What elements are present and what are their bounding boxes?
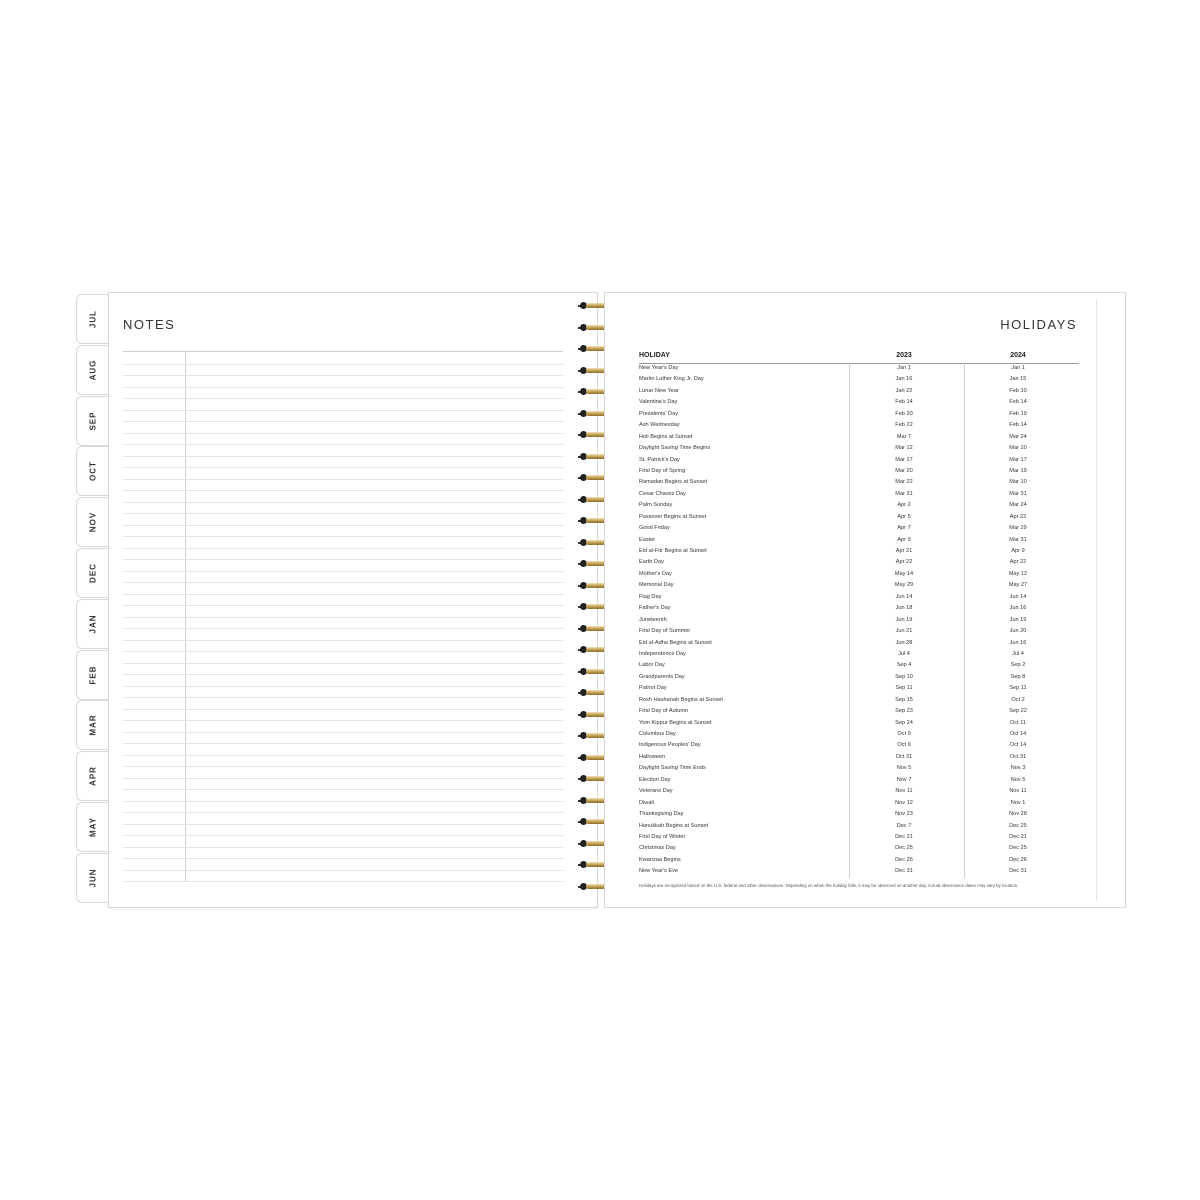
tab-aug[interactable] xyxy=(76,345,108,395)
holiday-name: Eid al-Adha Begins at Sunset xyxy=(639,639,712,646)
note-line[interactable] xyxy=(123,720,563,721)
note-line[interactable] xyxy=(123,444,563,445)
holiday-row xyxy=(639,604,1079,615)
holiday-row xyxy=(639,730,1079,741)
holiday-date-2024: Oct 31 xyxy=(1009,753,1027,760)
holiday-date-2023: Dec 26 xyxy=(895,856,913,863)
holiday-row xyxy=(639,421,1079,432)
holiday-row xyxy=(639,616,1079,627)
holiday-date-2024: Mar 24 xyxy=(1009,433,1027,440)
note-line[interactable] xyxy=(123,847,563,848)
holiday-name: Yom Kippur Begins at Sunset xyxy=(639,719,712,726)
holiday-name: Patriot Day xyxy=(639,685,667,692)
tab-may[interactable] xyxy=(76,802,108,852)
note-line[interactable] xyxy=(123,881,563,882)
note-line[interactable] xyxy=(123,766,563,767)
holiday-date-2024: Dec 31 xyxy=(1009,868,1027,875)
holiday-row xyxy=(639,844,1079,855)
holiday-name: Ramadan Begins at Sunset xyxy=(639,479,708,486)
holiday-row xyxy=(639,478,1079,489)
holiday-name: Veterans Day xyxy=(639,788,673,795)
holiday-date-2023: Oct 9 xyxy=(897,731,911,737)
tab-label: FEB xyxy=(88,665,97,685)
holiday-name: Indigenous Peoples' Day xyxy=(639,742,701,749)
holiday-date-2023: Sep 23 xyxy=(895,708,913,715)
holiday-date-2023: Oct 9 xyxy=(897,742,911,749)
holiday-row xyxy=(639,661,1079,672)
note-line[interactable] xyxy=(123,433,563,434)
tab-apr[interactable] xyxy=(76,751,108,801)
holiday-name: Thanksgiving Day xyxy=(639,811,684,818)
holiday-date-2024: Sep 22 xyxy=(1009,708,1027,715)
note-line[interactable] xyxy=(123,594,563,595)
holiday-date-2024: Jun 16 xyxy=(1009,605,1027,612)
holiday-date-2024: Mar 10 xyxy=(1009,479,1027,486)
holiday-date-2023: Feb 14 xyxy=(895,399,913,406)
holiday-date-2023: Dec 21 xyxy=(895,833,913,840)
holiday-date-2024: Jun 14 xyxy=(1009,593,1027,600)
note-line[interactable] xyxy=(123,755,563,756)
holiday-date-2024: Jan 15 xyxy=(1009,376,1027,383)
holiday-date-2023: Feb 22 xyxy=(895,422,913,429)
holiday-name: Valentine's Day xyxy=(639,399,678,406)
holiday-name: Earth Day xyxy=(639,559,664,566)
holiday-row xyxy=(639,490,1079,501)
tab-label: SEP xyxy=(88,411,97,431)
holiday-date-2023: Sep 4 xyxy=(896,662,912,669)
holiday-date-2023: Jun 14 xyxy=(895,593,913,600)
note-line[interactable] xyxy=(123,812,563,813)
holiday-name: Father's Day xyxy=(639,605,671,612)
holiday-row xyxy=(639,639,1079,650)
holiday-date-2023: Nov 23 xyxy=(895,811,913,818)
note-line[interactable] xyxy=(123,663,563,664)
note-line[interactable] xyxy=(123,835,563,836)
holiday-date-2024: Mar 24 xyxy=(1009,502,1027,509)
note-line[interactable] xyxy=(123,398,563,399)
tab-label: AUG xyxy=(88,359,97,381)
holiday-name: Holi Begins at Sunset xyxy=(639,433,693,440)
holiday-row xyxy=(639,753,1079,764)
header-year1: 2023 xyxy=(896,352,912,359)
holiday-date-2024: Feb 14 xyxy=(1009,422,1027,429)
holiday-date-2023: Jun 28 xyxy=(895,639,913,646)
holidays-footnote: Holidays are recognized based on the U.S. federal and other observances. Depending on when the holiday falls, it may be observed on another day. Actual observance dates may vary by location. xyxy=(639,883,1019,888)
tab-label: NOV xyxy=(88,512,97,533)
note-line[interactable] xyxy=(123,467,563,468)
holiday-name: Labor Day xyxy=(639,662,665,669)
holiday-name: Eid al-Fitr Begins at Sunset xyxy=(639,548,707,554)
holiday-date-2024: Nov 5 xyxy=(1010,776,1026,783)
holiday-name: Christmas Day xyxy=(639,845,676,852)
holiday-name: Halloween xyxy=(639,753,666,760)
tab-dec[interactable] xyxy=(76,548,108,598)
holiday-row xyxy=(639,787,1079,798)
note-line[interactable] xyxy=(123,571,563,572)
holiday-date-2023: Mar 20 xyxy=(895,467,913,474)
holiday-date-2023: Jul 4 xyxy=(898,650,910,657)
note-line[interactable] xyxy=(123,525,563,526)
holiday-date-2024: Sep 2 xyxy=(1010,662,1026,669)
note-line[interactable] xyxy=(123,605,563,606)
holiday-date-2023: Jun 18 xyxy=(895,605,913,612)
holiday-date-2023: Mar 31 xyxy=(895,490,913,497)
notes-page xyxy=(108,292,598,908)
holiday-date-2023: Jan 16 xyxy=(895,376,913,383)
holiday-date-2023: May 14 xyxy=(894,570,914,577)
tab-label: JUN xyxy=(88,868,97,888)
holiday-name: Flag Day xyxy=(639,593,662,600)
holiday-date-2023: Nov 12 xyxy=(895,799,913,806)
holiday-name: Passover Begins at Sunset xyxy=(639,513,707,520)
holiday-date-2023: Jan 1 xyxy=(897,365,911,371)
holiday-date-2024: Jul 4 xyxy=(1012,650,1024,657)
holiday-date-2023: Dec 31 xyxy=(895,868,913,875)
tab-label: MAY xyxy=(88,816,97,838)
holiday-row xyxy=(639,593,1079,604)
holiday-name: First Day of Autumn xyxy=(639,708,689,715)
holiday-name: Lunar New Year xyxy=(639,387,679,394)
holiday-row xyxy=(639,501,1079,512)
note-line[interactable] xyxy=(123,674,563,675)
holiday-date-2023: Mar 17 xyxy=(895,456,913,463)
holiday-date-2023: Nov 7 xyxy=(896,776,912,783)
holiday-name: New Year's Eve xyxy=(639,868,679,875)
holiday-date-2024: Oct 2 xyxy=(1011,696,1025,703)
note-line[interactable] xyxy=(123,743,563,744)
holiday-date-2024: Jun 20 xyxy=(1009,628,1027,635)
tab-jul[interactable] xyxy=(76,294,108,344)
holiday-row xyxy=(639,467,1079,478)
holiday-row xyxy=(639,684,1079,695)
holiday-date-2023: Jan 22 xyxy=(895,387,913,394)
holiday-name: Grandparents Day xyxy=(639,673,685,680)
holiday-row xyxy=(639,867,1079,878)
note-line[interactable] xyxy=(123,732,563,733)
month-tabs xyxy=(76,294,110,904)
holiday-date-2023: Mar 22 xyxy=(895,479,913,486)
note-line[interactable] xyxy=(123,559,563,560)
holiday-date-2024: Mar 31 xyxy=(1009,536,1027,543)
tab-nov[interactable] xyxy=(76,497,108,547)
notes-title: NOTES xyxy=(123,317,176,332)
holiday-date-2024: Dec 25 xyxy=(1009,845,1027,852)
tab-sep[interactable] xyxy=(76,396,108,446)
header-year2: 2024 xyxy=(1010,352,1026,359)
note-line[interactable] xyxy=(123,640,563,641)
holiday-name: First Day of Summer xyxy=(639,628,691,635)
holiday-name: Juneteenth xyxy=(639,616,667,623)
holiday-name: New Year's Day xyxy=(639,365,679,371)
holiday-date-2024: Dec 26 xyxy=(1009,856,1027,863)
holiday-date-2023: Dec 25 xyxy=(895,845,913,852)
holiday-row xyxy=(639,364,1079,375)
holiday-date-2024: Jan 1 xyxy=(1011,365,1025,371)
holiday-date-2024: Apr 22 xyxy=(1009,559,1027,566)
holidays-header-row xyxy=(639,351,1079,364)
note-line[interactable] xyxy=(123,651,563,652)
note-line[interactable] xyxy=(123,858,563,859)
tab-label: APR xyxy=(88,766,97,787)
holiday-row xyxy=(639,387,1079,398)
holiday-date-2024: Mar 31 xyxy=(1009,490,1027,497)
holiday-row xyxy=(639,799,1079,810)
holiday-row xyxy=(639,810,1079,821)
holiday-date-2024: Nov 28 xyxy=(1009,811,1027,818)
holiday-date-2024: Mar 29 xyxy=(1009,525,1027,532)
holiday-row xyxy=(639,741,1079,752)
holiday-date-2024: Jun 16 xyxy=(1009,639,1027,646)
holiday-name: Martin Luther King Jr. Day xyxy=(639,376,704,383)
holiday-date-2024: Dec 21 xyxy=(1009,833,1027,840)
holiday-date-2024: Oct 14 xyxy=(1009,731,1027,737)
holiday-date-2023: Jun 19 xyxy=(895,616,913,623)
holiday-row xyxy=(639,398,1079,409)
holiday-date-2023: Apr 22 xyxy=(895,559,913,566)
header-holiday: HOLIDAY xyxy=(639,352,670,359)
holiday-date-2023: Apr 5 xyxy=(897,513,911,520)
holiday-row xyxy=(639,570,1079,581)
holiday-date-2024: Apr 9 xyxy=(1011,548,1025,554)
holiday-name: Mother's Day xyxy=(639,570,672,577)
note-line[interactable] xyxy=(123,617,563,618)
holiday-name: St. Patrick's Day xyxy=(639,456,680,463)
holiday-name: Diwali xyxy=(639,799,654,806)
holiday-row xyxy=(639,375,1079,386)
holiday-date-2024: Sep 11 xyxy=(1009,685,1027,692)
holiday-date-2024: Feb 19 xyxy=(1009,410,1027,417)
note-line[interactable] xyxy=(123,697,563,698)
holiday-date-2023: Apr 21 xyxy=(895,548,913,554)
holiday-row xyxy=(639,444,1079,455)
holiday-row xyxy=(639,719,1079,730)
notes-lines xyxy=(123,351,563,892)
holiday-row xyxy=(639,856,1079,867)
holiday-name: Memorial Day xyxy=(639,582,674,589)
holiday-name: Presidents' Day xyxy=(639,410,678,417)
holiday-date-2023: Sep 10 xyxy=(895,673,913,680)
holiday-name: Ash Wednesday xyxy=(639,422,680,429)
holiday-date-2024: Nov 11 xyxy=(1009,788,1027,795)
note-line[interactable] xyxy=(123,536,563,537)
note-line[interactable] xyxy=(123,375,563,376)
holiday-row xyxy=(639,410,1079,421)
tab-jun[interactable] xyxy=(76,853,108,903)
note-line[interactable] xyxy=(123,502,563,503)
note-line[interactable] xyxy=(123,548,563,549)
holiday-date-2024: Mar 10 xyxy=(1009,445,1027,452)
holiday-date-2024: Mar 19 xyxy=(1009,467,1027,474)
holidays-page xyxy=(604,292,1126,908)
holiday-date-2024: Jun 19 xyxy=(1009,616,1027,623)
holiday-row xyxy=(639,833,1079,844)
holiday-name: Rosh Hashanah Begins at Sunset xyxy=(639,696,723,703)
holiday-name: Columbus Day xyxy=(639,731,676,737)
holiday-date-2024: Feb 14 xyxy=(1009,399,1027,406)
note-line[interactable] xyxy=(123,686,563,687)
holiday-date-2023: Nov 5 xyxy=(896,765,912,772)
holiday-row xyxy=(639,524,1079,535)
note-line[interactable] xyxy=(123,582,563,583)
tab-label: OCT xyxy=(88,461,97,482)
holiday-date-2023: Apr 2 xyxy=(897,502,911,509)
holiday-row xyxy=(639,433,1079,444)
tab-label: MAR xyxy=(88,714,97,736)
holiday-date-2023: Sep 24 xyxy=(895,719,913,726)
holiday-date-2024: Apr 22 xyxy=(1009,513,1027,520)
holiday-name: First Day of Winter xyxy=(639,833,686,840)
holiday-name: Hanukkah Begins at Sunset xyxy=(639,822,709,829)
tab-label: DEC xyxy=(88,563,97,583)
holiday-date-2024: Sep 8 xyxy=(1010,673,1026,680)
holiday-row xyxy=(639,558,1079,569)
holiday-date-2024: Dec 25 xyxy=(1009,822,1027,829)
holiday-date-2024: Nov 3 xyxy=(1010,765,1026,772)
note-line[interactable] xyxy=(123,870,563,871)
note-line[interactable] xyxy=(123,387,563,388)
holiday-name: First Day of Spring xyxy=(639,467,686,474)
holiday-row xyxy=(639,456,1079,467)
holiday-date-2024: May 27 xyxy=(1008,582,1028,589)
holiday-date-2023: May 29 xyxy=(894,582,914,589)
note-line[interactable] xyxy=(123,709,563,710)
holiday-date-2023: Jun 21 xyxy=(895,628,913,635)
note-line[interactable] xyxy=(123,490,563,491)
holiday-name: Election Day xyxy=(639,776,671,783)
holiday-row xyxy=(639,822,1079,833)
holiday-name: Easter xyxy=(639,536,656,543)
holiday-date-2023: Mar 7 xyxy=(896,433,912,440)
holiday-row xyxy=(639,764,1079,775)
note-line[interactable] xyxy=(123,364,563,365)
holiday-name: Palm Sunday xyxy=(639,502,673,509)
holiday-date-2023: Dec 7 xyxy=(896,822,912,829)
tab-mar[interactable] xyxy=(76,700,108,750)
note-line[interactable] xyxy=(123,421,563,422)
holiday-row xyxy=(639,650,1079,661)
holiday-date-2023: Nov 11 xyxy=(895,788,913,795)
holiday-name: Kwanzaa Begins xyxy=(639,856,681,863)
holiday-name: Daylight Saving Time Begins xyxy=(639,445,711,452)
note-line[interactable] xyxy=(123,789,563,790)
tab-jan[interactable] xyxy=(76,599,108,649)
holiday-row xyxy=(639,696,1079,707)
holiday-date-2023: Apr 9 xyxy=(897,536,911,543)
holidays-title: HOLIDAYS xyxy=(1000,317,1077,332)
note-line[interactable] xyxy=(123,479,563,480)
holiday-row xyxy=(639,673,1079,684)
holiday-date-2024: May 12 xyxy=(1008,570,1028,577)
tab-label: JUL xyxy=(88,309,97,329)
holiday-date-2024: Feb 10 xyxy=(1009,387,1027,394)
note-line[interactable] xyxy=(123,824,563,825)
holiday-name: Daylight Saving Time Ends xyxy=(639,765,706,772)
note-line[interactable] xyxy=(123,628,563,629)
holiday-name: Cesar Chavez Day xyxy=(639,490,686,497)
holiday-date-2023: Sep 15 xyxy=(895,696,913,703)
holiday-date-2024: Oct 14 xyxy=(1009,742,1027,749)
holiday-date-2024: Nov 1 xyxy=(1010,799,1026,806)
holiday-name: Good Friday xyxy=(639,525,670,532)
holiday-row xyxy=(639,536,1079,547)
tab-feb[interactable] xyxy=(76,650,108,700)
holiday-row xyxy=(639,581,1079,592)
note-line[interactable] xyxy=(123,801,563,802)
holiday-date-2024: Oct 11 xyxy=(1009,719,1027,726)
holiday-date-2024: Mar 17 xyxy=(1009,456,1027,463)
holiday-date-2023: Sep 11 xyxy=(895,685,913,692)
holiday-date-2023: Apr 7 xyxy=(897,525,911,532)
holiday-date-2023: Mar 12 xyxy=(895,445,913,452)
holiday-date-2023: Feb 20 xyxy=(895,410,913,417)
tab-oct[interactable] xyxy=(76,446,108,496)
holiday-date-2023: Oct 31 xyxy=(895,753,913,760)
holiday-row xyxy=(639,776,1079,787)
holiday-row xyxy=(639,547,1079,558)
holiday-row xyxy=(639,707,1079,718)
tab-edge xyxy=(1096,299,1119,901)
holiday-row xyxy=(639,627,1079,638)
note-line[interactable] xyxy=(123,456,563,457)
holiday-row xyxy=(639,513,1079,524)
note-line[interactable] xyxy=(123,513,563,514)
tab-label: JAN xyxy=(88,614,97,634)
note-line[interactable] xyxy=(123,778,563,779)
holidays-table xyxy=(639,351,1079,879)
holiday-name: Independence Day xyxy=(639,650,686,657)
note-line[interactable] xyxy=(123,410,563,411)
